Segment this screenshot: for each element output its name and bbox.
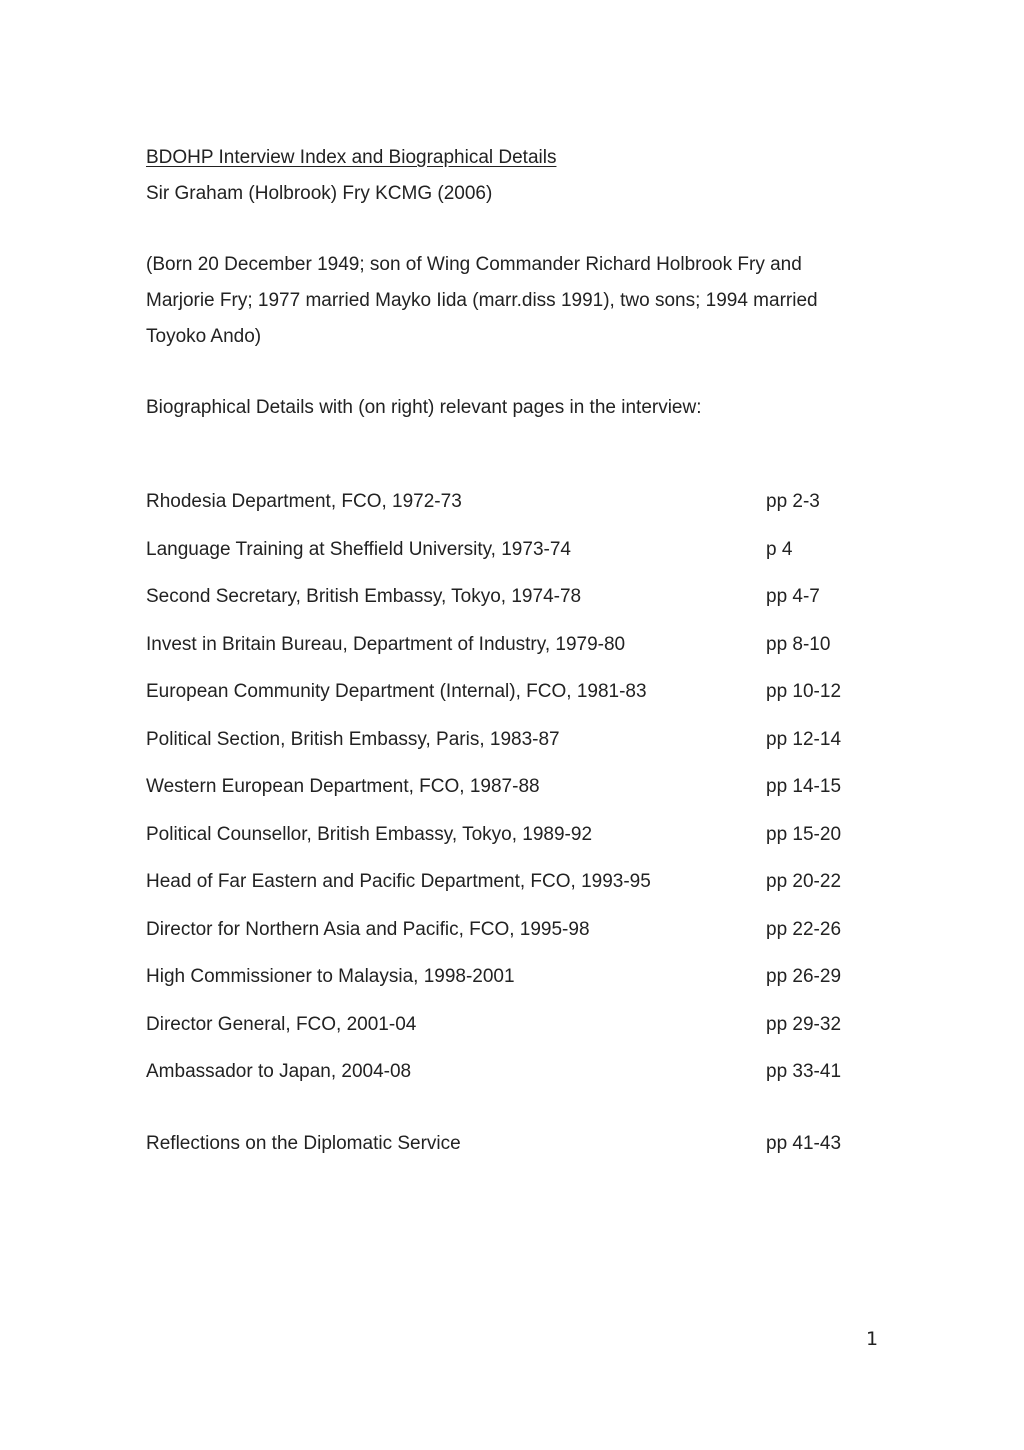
career-entry (146, 682, 866, 730)
entry-pages: pp 29-32 (766, 1013, 842, 1035)
document-subtitle: Sir Graham (Holbrook) Fry KCMG (2006) (146, 183, 493, 204)
entry-label: Ambassador to Japan, 2004-08 (146, 1061, 412, 1082)
entry-label: Director General, FCO, 2001-04 (146, 1013, 417, 1035)
career-entry (146, 587, 866, 635)
entry-pages: pp 8-10 (766, 633, 831, 655)
entry-label: Second Secretary, British Embassy, Tokyo, 1974-78 (146, 586, 582, 607)
reflections-label: Reflections on the Diplomatic Service (146, 1133, 461, 1154)
entry-pages: p 4 (766, 538, 793, 560)
career-entries-list (146, 492, 866, 1110)
career-entry (146, 872, 866, 920)
biography-line: Marjorie Fry; 1977 married Mayko Iida (marr.diss 1991), two sons; 1994 married (146, 290, 818, 311)
reflections-pages: pp 41-43 (766, 1133, 842, 1154)
career-entry (146, 492, 866, 540)
entry-label: European Community Department (Internal), FCO, 1981-83 (146, 681, 647, 702)
career-entry (146, 777, 866, 825)
entry-pages: pp 4-7 (766, 586, 820, 607)
career-entry (146, 920, 866, 968)
career-entry (146, 825, 866, 873)
entry-label: Director for Northern Asia and Pacific, FCO, 1995-98 (146, 918, 590, 940)
entry-pages: pp 12-14 (766, 728, 842, 750)
reflections-entry (146, 1134, 866, 1158)
entry-label: Western European Department, FCO, 1987-88 (146, 776, 540, 797)
entry-label: Head of Far Eastern and Pacific Department, FCO, 1993-95 (146, 871, 651, 892)
career-entry (146, 730, 866, 778)
document-title: BDOHP Interview Index and Biographical Details (146, 147, 557, 168)
biography-line: Toyoko Ando) (146, 326, 262, 347)
entry-label: Political Counsellor, British Embassy, Tokyo, 1989-92 (146, 823, 593, 845)
entry-pages: pp 22-26 (766, 918, 842, 940)
career-entry (146, 1062, 866, 1110)
career-entry (146, 967, 866, 1015)
biography-line: (Born 20 December 1949; son of Wing Commander Richard Holbrook Fry and (146, 254, 802, 275)
entry-pages: pp 10-12 (766, 681, 842, 702)
entry-pages: pp 26-29 (766, 966, 842, 987)
intro-text: Biographical Details with (on right) relevant pages in the interview: (146, 397, 702, 418)
entry-label: Invest in Britain Bureau, Department of Industry, 1979-80 (146, 633, 626, 655)
career-entry (146, 635, 866, 683)
entry-pages: pp 15-20 (766, 823, 842, 845)
entry-label: High Commissioner to Malaysia, 1998-2001 (146, 966, 515, 987)
career-entry (146, 1015, 866, 1063)
entry-label: Language Training at Sheffield University, 1973-74 (146, 538, 571, 560)
entry-pages: pp 33-41 (766, 1061, 842, 1082)
entry-pages: pp 2-3 (766, 491, 820, 512)
entry-pages: pp 14-15 (766, 776, 842, 797)
entry-label: Rhodesia Department, FCO, 1972-73 (146, 491, 462, 512)
career-entry (146, 540, 866, 588)
entry-pages: pp 20-22 (766, 871, 842, 892)
biography-paragraph (146, 255, 846, 363)
entry-label: Political Section, British Embassy, Paris, 1983-87 (146, 728, 560, 750)
page-number: 1 (866, 1328, 879, 1350)
